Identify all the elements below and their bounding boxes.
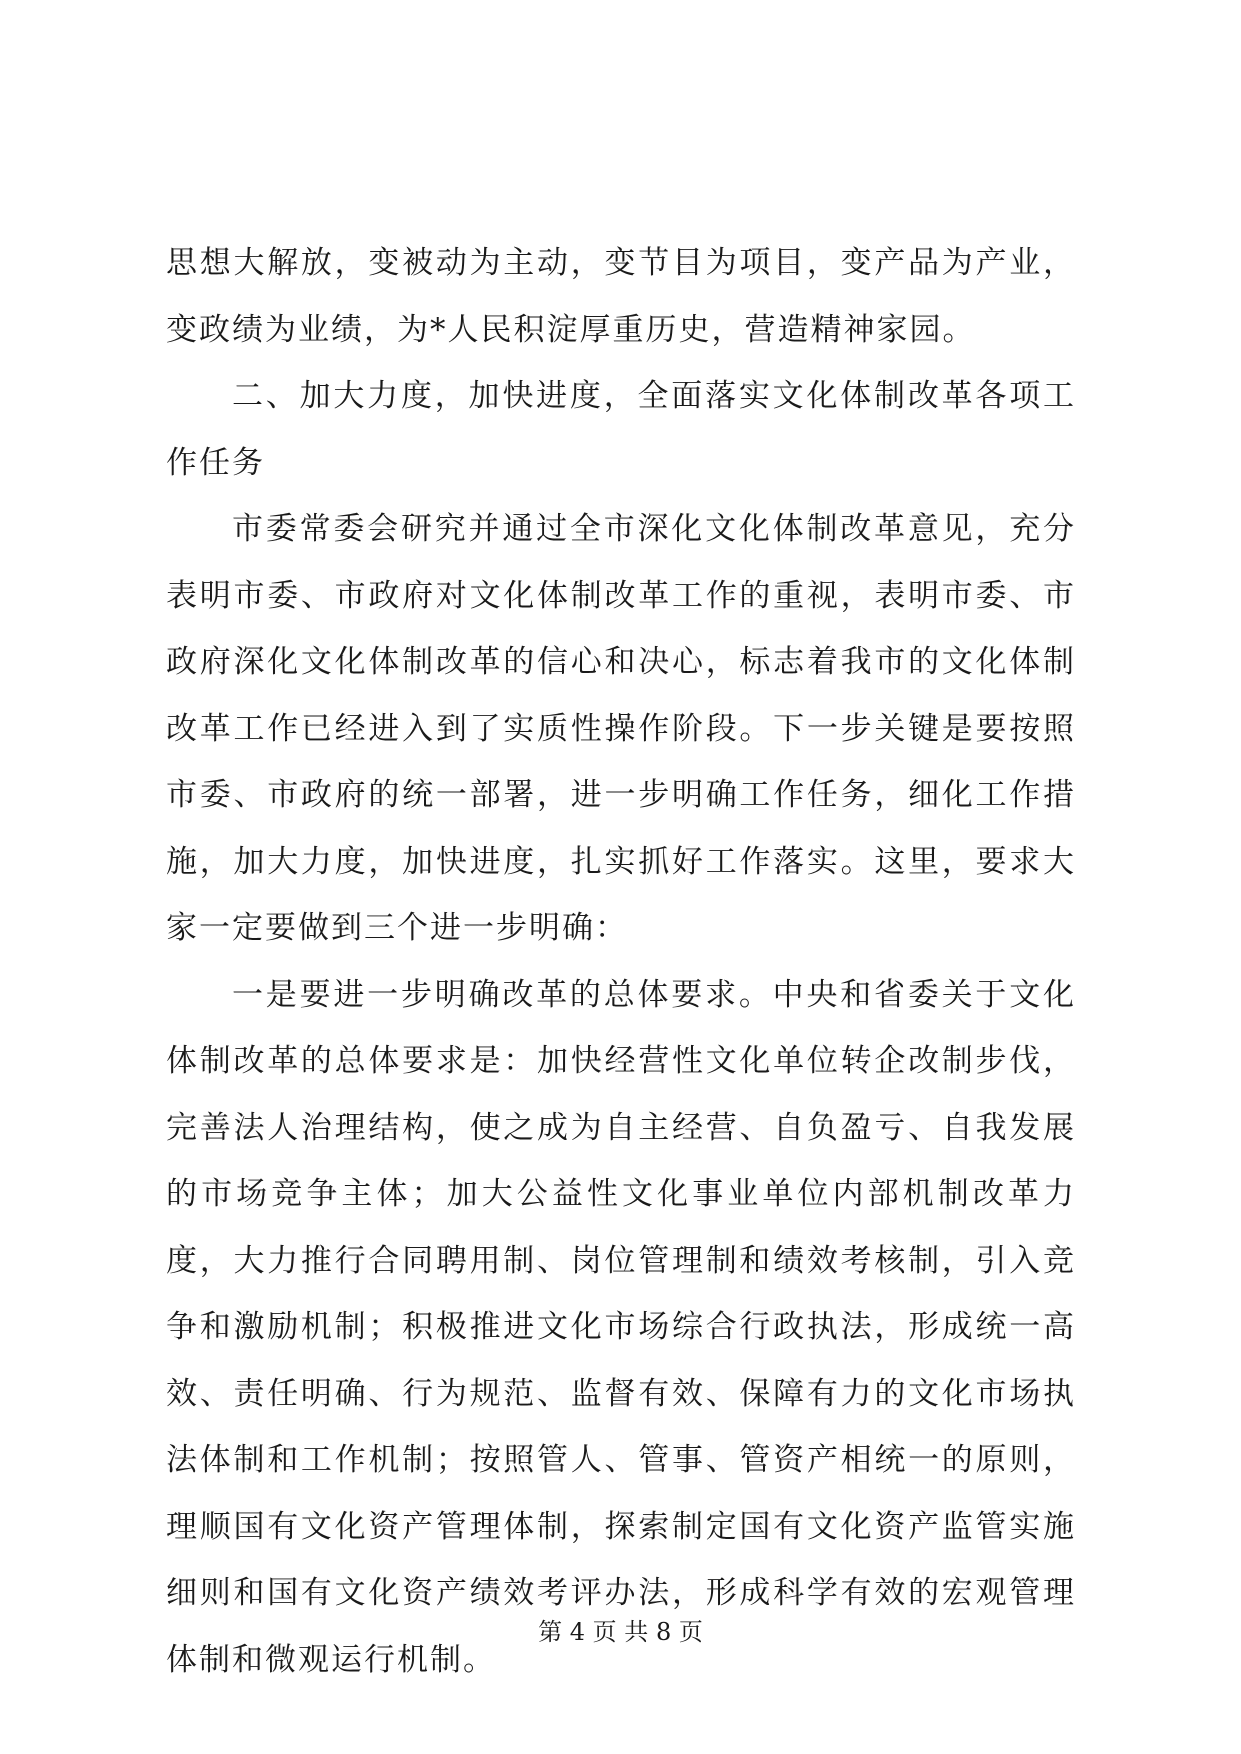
paragraph-body: 市委常委会研究并通过全市深化文化体制改革意见，充分表明市委、市政府对文化体制改革工作的重视，表明市委、市政府深化文化体制改革的信心和决心，标志着我市的文化体制改革工作已经进入到了实质性操作阶段。下一步关键是要按照市委、市政府的统一部署，进一步明确工作任务，细化工作措施，加大力度，加快进度，扎实抓好工作落实。这里，要求大家一定要做到三个进一步明确： (166, 511, 1076, 946)
section-heading: 二、加大力度，加快进度，全面落实文化体制改革各项工作任务 (166, 378, 1076, 481)
document-body (166, 230, 1076, 1693)
paragraph-continuation: 思想大解放，变被动为主动，变节目为项目，变产品为产业，变政绩为业绩，为*人民积淀厚重历史，营造精神家园。 (166, 245, 1076, 348)
page-number-footer: 第 4 页 共 8 页 (538, 1618, 703, 1646)
paragraph-body: 一是要进一步明确改革的总体要求。中央和省委关于文化体制改革的总体要求是：加快经营性文化单位转企改制步伐，完善法人治理结构，使之成为自主经营、自负盈亏、自我发展的市场竞争主体；加大公益性文化事业单位内部机制改革力度，大力推行合同聘用制、岗位管理制和绩效考核制，引入竞争和激励机制；积极推进文化市场综合行政执法，形成统一高效、责任明确、行为规范、监督有效、保障有力的文化市场执法体制和工作机制；按照管人、管事、管资产相统一的原则，理顺国有文化资产管理体制，探索制定国有文化资产监管实施细则和国有文化资产绩效考评办法，形成科学有效的宏观管理体制和微观运行机制。 (166, 976, 1076, 1678)
